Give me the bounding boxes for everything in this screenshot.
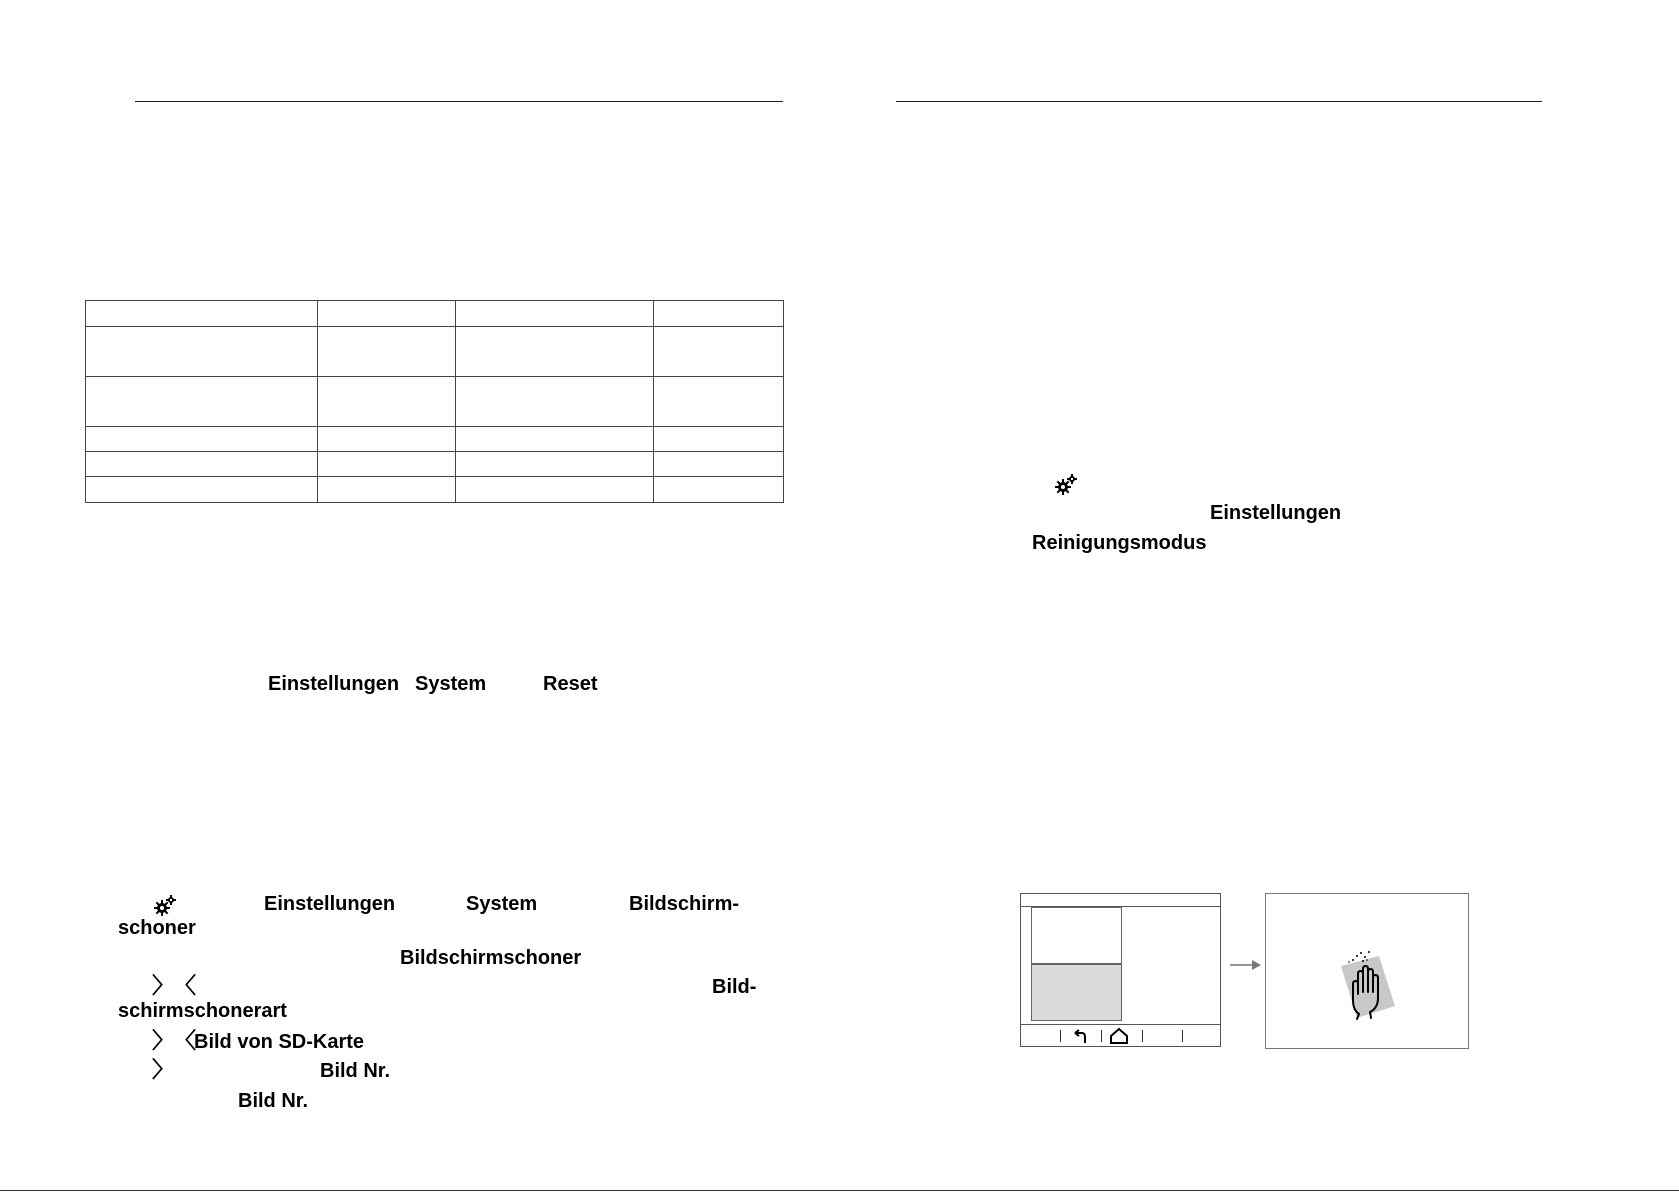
table-cell (456, 301, 654, 327)
table-cell (654, 301, 784, 327)
menu-item-box (1031, 907, 1122, 964)
table-cell (654, 477, 784, 503)
left-header-rule (135, 101, 783, 102)
table-cell (654, 452, 784, 477)
bild-hyphen: Bild- (712, 976, 757, 998)
table-cell (654, 427, 784, 452)
screensaver-label: Bildschirmschoner (400, 947, 582, 969)
gear-icon (1054, 474, 1078, 496)
screensaver-path-system: System (466, 893, 538, 915)
menu-item-selected (1031, 964, 1122, 1021)
bar-divider (1142, 1030, 1143, 1042)
table-cell (456, 377, 654, 427)
right-reinigungsmodus: Reinigungsmodus (1032, 532, 1207, 554)
table-cell (456, 327, 654, 377)
table-cell (86, 452, 318, 477)
screensaver-path-schoner: schoner (118, 917, 196, 939)
spec-table (85, 300, 784, 503)
table-cell (86, 327, 318, 377)
bild-nr-label: Bild Nr. (320, 1060, 391, 1082)
table-cell (318, 452, 456, 477)
table-cell (86, 301, 318, 327)
gear-icon (153, 895, 177, 917)
schirmschonerart-label: schirmschonerart (118, 1000, 287, 1022)
hand-wipe-icon (1335, 950, 1401, 1020)
reset-path-reset: Reset (543, 673, 598, 695)
bottom-edge-rule (0, 1190, 1679, 1191)
table-cell (654, 327, 784, 377)
right-header-rule (896, 101, 1542, 102)
bild-nr-label: Bild Nr. (238, 1090, 309, 1112)
bar-divider (1101, 1030, 1102, 1042)
table-cell (318, 477, 456, 503)
arrow-right-icon: 〉 (152, 1057, 175, 1082)
reset-path-system: System (415, 673, 487, 695)
home-icon (1109, 1027, 1129, 1045)
right-einstellungen: Einstellungen (1210, 502, 1342, 524)
table-cell (86, 427, 318, 452)
table-cell (654, 377, 784, 427)
table-cell (456, 452, 654, 477)
screensaver-path-bildschirm: Bildschirm- (629, 893, 740, 915)
reset-path-einstellungen: Einstellungen (268, 673, 400, 695)
table-cell (318, 377, 456, 427)
arrow-left-icon: 〈 (174, 973, 197, 998)
device-screen-menu (1020, 893, 1221, 1047)
table-cell (318, 301, 456, 327)
arrow-right-icon (1230, 958, 1262, 972)
table-cell (456, 477, 654, 503)
arrow-left-icon: 〈 (174, 1028, 197, 1053)
back-icon (1072, 1028, 1088, 1044)
bar-divider (1182, 1030, 1183, 1042)
table-cell (456, 427, 654, 452)
table-cell (318, 327, 456, 377)
table-cell (86, 377, 318, 427)
screen-bottom-bar (1021, 1024, 1220, 1025)
device-screen-cleaning (1265, 893, 1469, 1049)
arrow-right-icon: 〉 (152, 1028, 175, 1053)
arrow-right-icon: 〉 (152, 973, 175, 998)
screensaver-path-einstellungen: Einstellungen (264, 893, 396, 915)
bar-divider (1060, 1030, 1061, 1042)
table-cell (86, 477, 318, 503)
table-cell (318, 427, 456, 452)
sd-card-option: Bild von SD-Karte (194, 1031, 365, 1053)
